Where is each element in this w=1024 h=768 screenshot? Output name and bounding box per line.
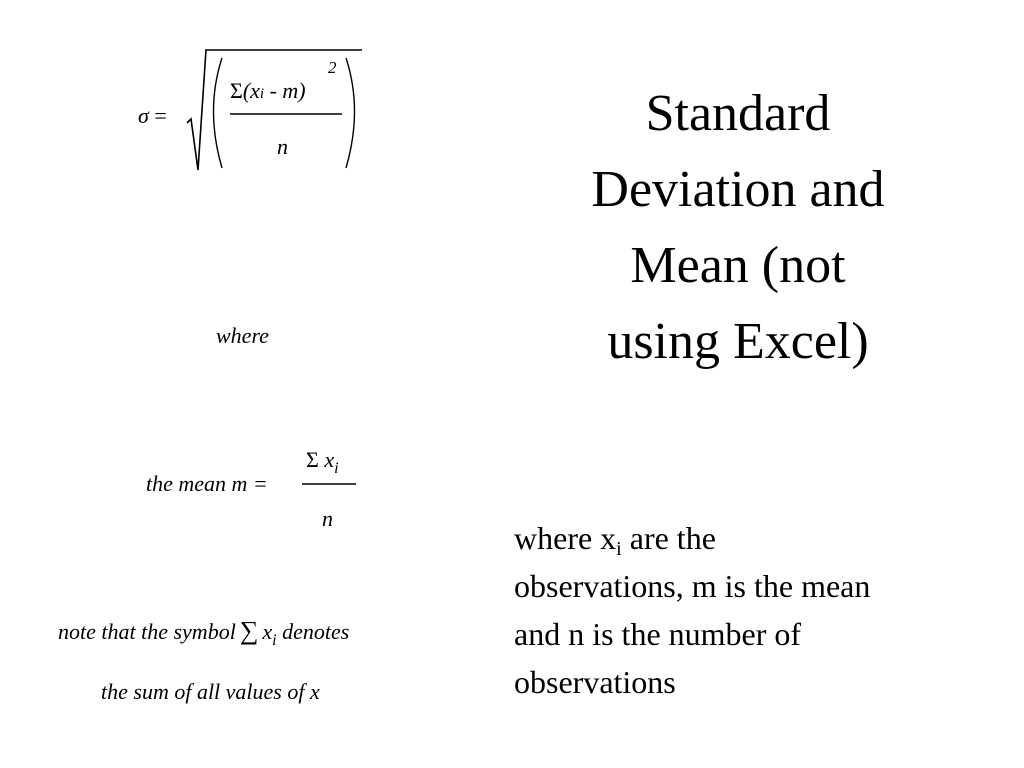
title-line-1: Standard <box>645 85 831 142</box>
mean-label: the mean m = <box>146 471 268 496</box>
square-root-radical <box>0 0 400 200</box>
mean-sum-symbol: Σ <box>306 447 319 472</box>
slide-title <box>530 76 946 380</box>
close-paren: ) <box>298 78 306 103</box>
sd-numerator <box>230 78 306 107</box>
standard-deviation-formula <box>0 0 400 200</box>
body-line-1-start: where x <box>514 520 617 556</box>
left-paren-large <box>214 58 223 168</box>
i-subscript: i <box>259 86 265 102</box>
exponent: 2 <box>328 58 337 77</box>
note-suffix: denotes <box>282 619 350 644</box>
title-line-3: Mean (not <box>630 237 846 294</box>
where-label: where <box>216 323 269 348</box>
minus-m: - m <box>264 78 299 103</box>
body-line-1-end: are the <box>621 520 716 556</box>
note-i-subscript: i <box>272 632 277 649</box>
x-variable: x <box>250 78 260 103</box>
body-paragraph <box>514 514 984 706</box>
body-line-3: and n is the number of <box>514 616 802 652</box>
mean-fraction-bar <box>300 482 360 486</box>
equals-sign: = <box>154 103 167 128</box>
sigma-symbol: σ <box>138 103 149 128</box>
mean-i-subscript: i <box>334 460 339 477</box>
note-prefix: note that the symbol <box>58 619 236 644</box>
body-line-1 <box>514 514 984 562</box>
open-paren: ( <box>242 78 251 103</box>
mean-x-variable: x <box>324 447 335 472</box>
sum-description: the sum of all values of x <box>101 679 320 704</box>
mean-numerator <box>306 446 339 477</box>
sum-symbol-note <box>58 616 349 650</box>
body-line-2: observations, m is the mean <box>514 568 871 604</box>
title-line-4: using Excel) <box>607 313 869 370</box>
note-sum-symbol: ∑ <box>239 616 259 645</box>
title-line-2: Deviation and <box>591 161 885 218</box>
sd-denominator: n <box>277 134 288 159</box>
body-subscript-i: i <box>616 538 622 560</box>
note-x-variable: x <box>262 619 273 644</box>
sum-symbol: Σ <box>230 78 243 103</box>
mean-denominator: n <box>322 506 333 531</box>
body-line-4: observations <box>514 664 676 700</box>
right-paren-large <box>346 58 355 168</box>
